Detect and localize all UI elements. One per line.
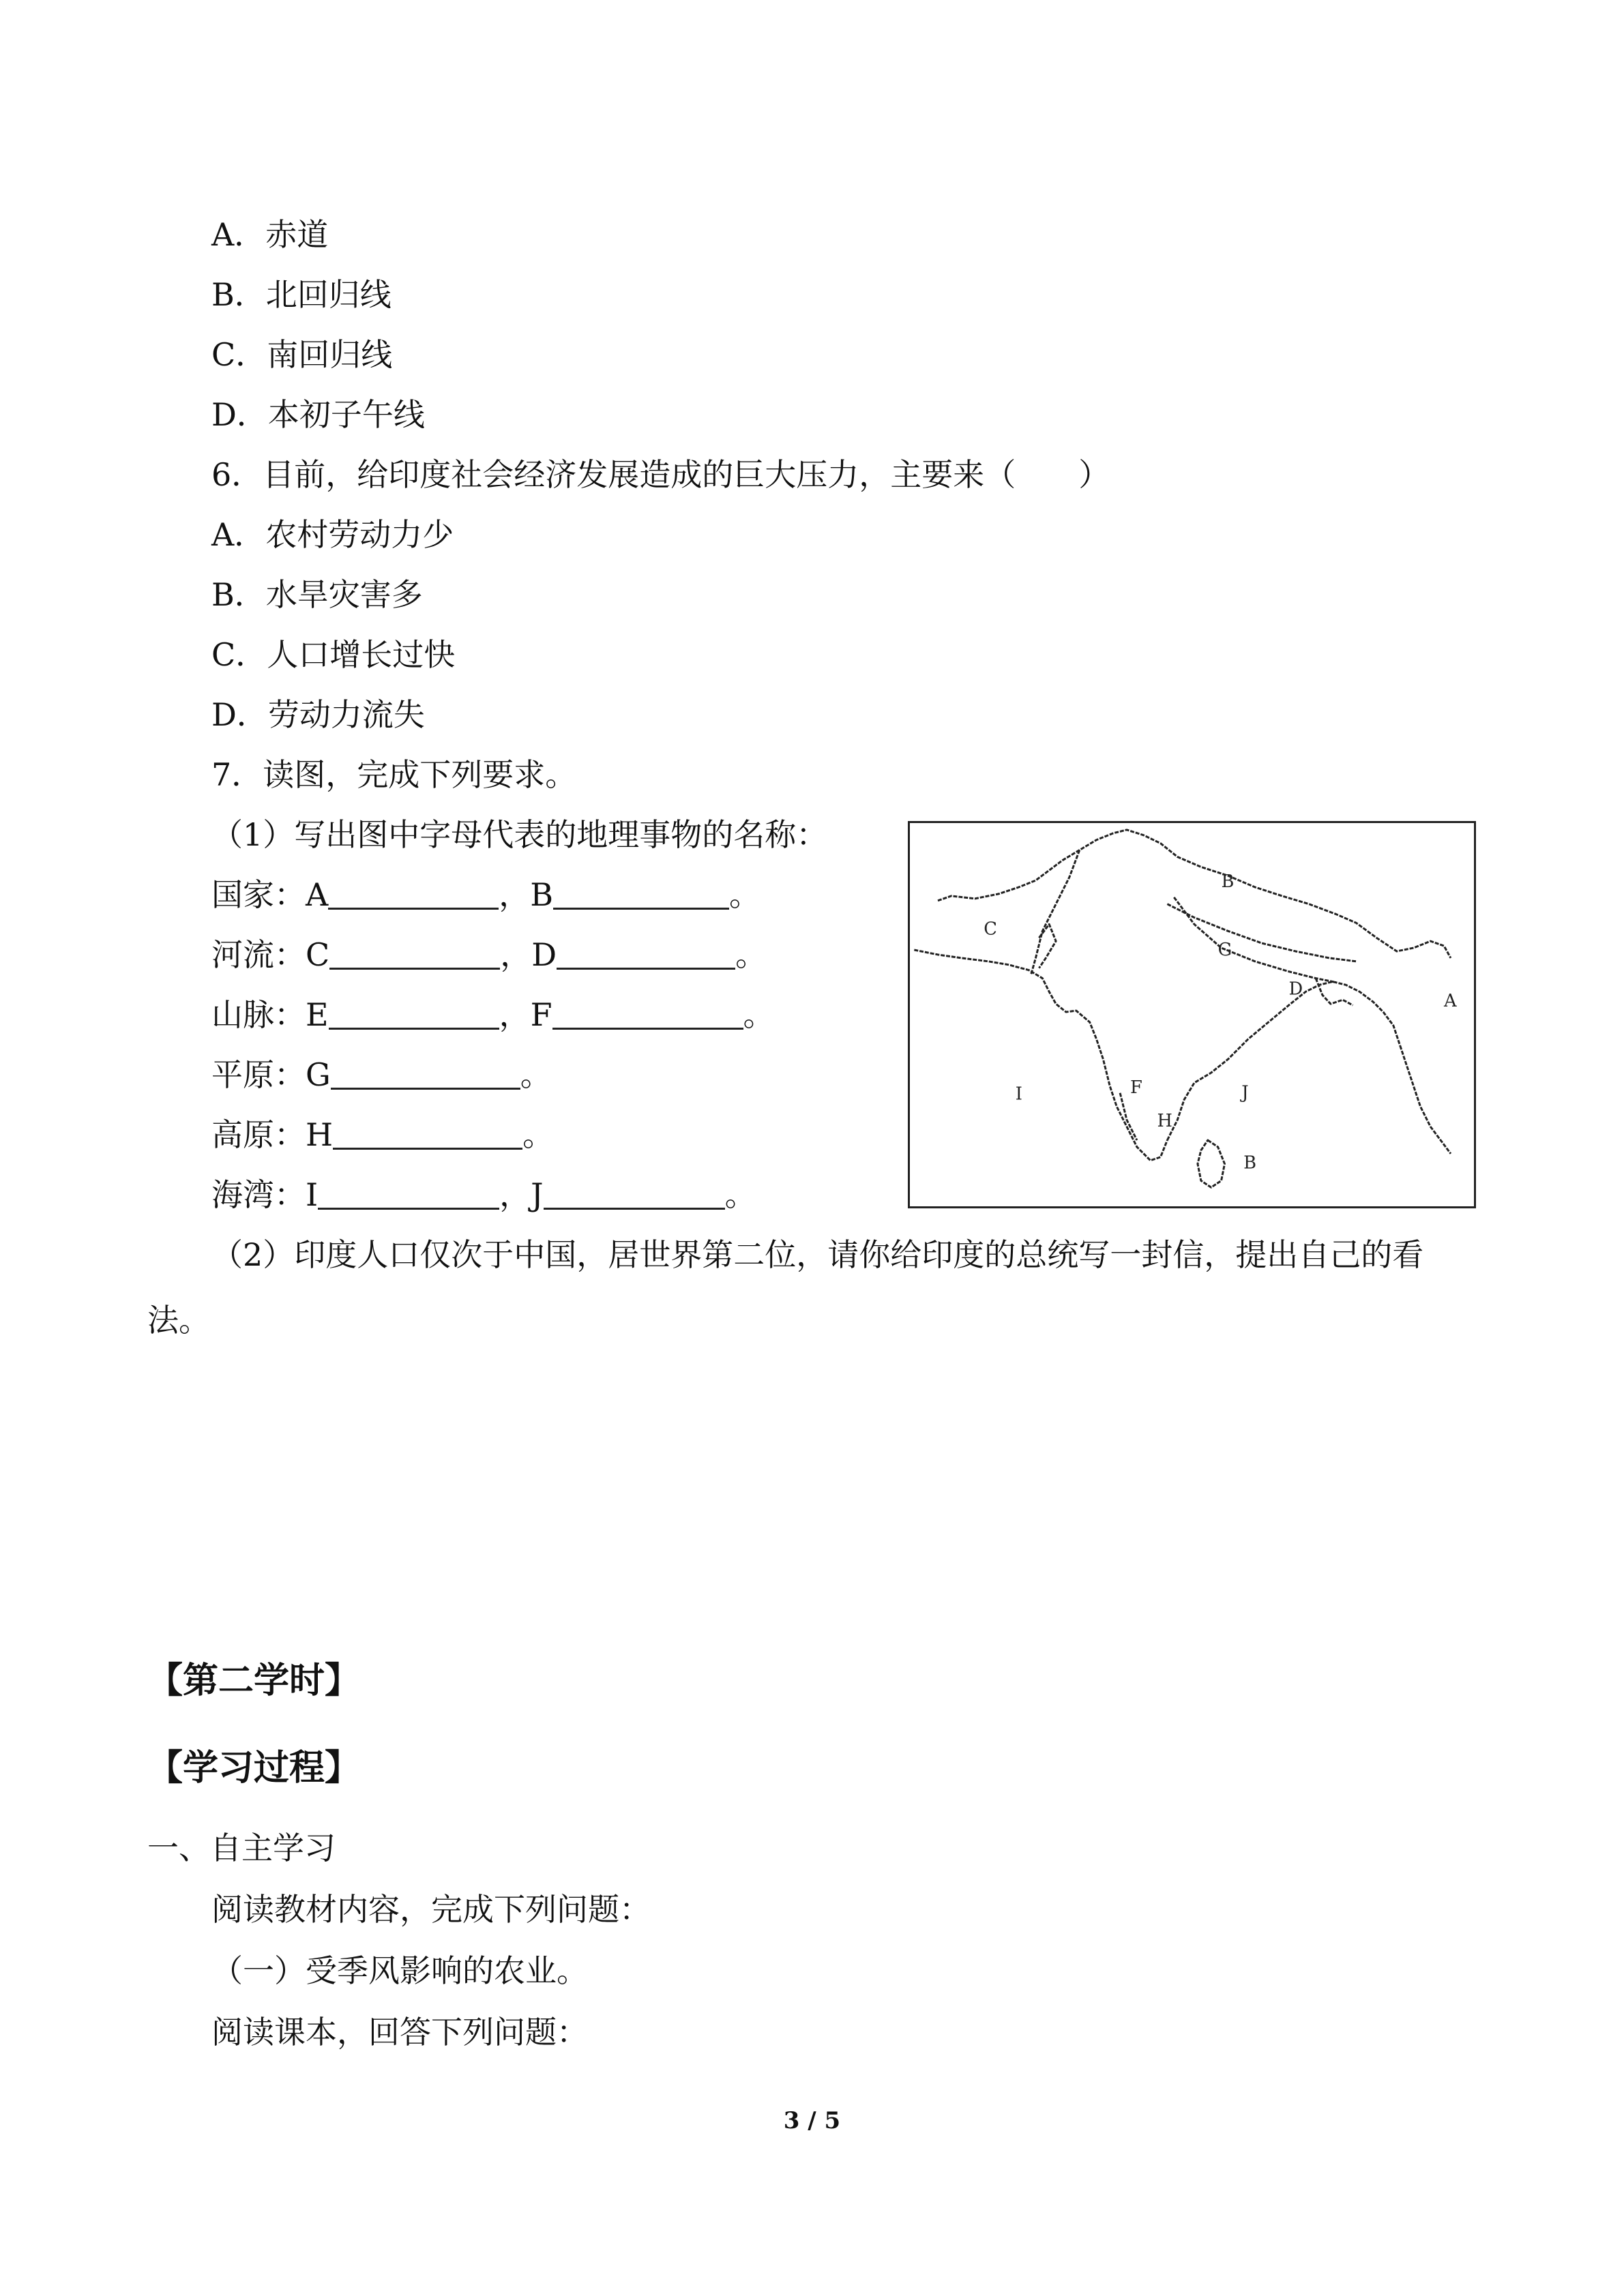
q7-part2-line1: （2）印度人口仅次于中国，居世界第二位，请你给印度的总统写一封信，提出自己的看: [211, 1236, 1424, 1273]
section-title-learning-process: 【学习过程】: [147, 1748, 361, 1789]
map-label-b-south: B: [1243, 1152, 1257, 1174]
map-label-a: A: [1444, 991, 1457, 1012]
q6-option-d: D．劳动力流失: [211, 696, 425, 733]
row-label: 河流：: [211, 936, 306, 973]
map-label-c: C: [984, 919, 997, 940]
q7-part2-line2: 法。: [147, 1302, 210, 1339]
map-letters: [984, 871, 1457, 1174]
q5-option-a: A．赤道: [211, 216, 329, 253]
fill-row-mountains: 山脉：E ，F 。: [211, 996, 775, 1033]
answer-blank-j[interactable]: [544, 1176, 725, 1210]
q5-option-b: B．北回归线: [211, 276, 392, 313]
answer-blank-e[interactable]: [329, 996, 499, 1030]
instruction-answer-questions: 阅读课本，回答下列问题：: [211, 2014, 588, 2051]
row-label: 平原：: [211, 1056, 306, 1093]
topic-monsoon-agriculture: （一）受季风影响的农业。: [211, 1952, 588, 1989]
map-label-f: F: [1130, 1077, 1142, 1098]
fill-row-bays: 海湾：I ，J 。: [211, 1176, 756, 1213]
subsection-self-study: 一、自主学习: [147, 1830, 336, 1866]
map-label-j: J: [1241, 1082, 1249, 1103]
row-label: 山脉：: [211, 996, 306, 1033]
q7-part1: （1）写出图中字母代表的地理事物的名称：: [211, 816, 828, 853]
map-svg: [910, 823, 1474, 1206]
answer-blank-h[interactable]: [333, 1116, 522, 1150]
map-label-b-north: B: [1221, 871, 1235, 892]
q5-option-d: D．本初子午线: [211, 396, 425, 433]
map-label-h: H: [1157, 1111, 1172, 1132]
q5-option-c: C．南回归线: [211, 336, 393, 373]
answer-blank-b[interactable]: [553, 876, 729, 910]
answer-blank-i[interactable]: [318, 1176, 499, 1210]
q6-option-b: B．水旱灾害多: [211, 576, 423, 613]
fill-row-plain: 平原：G 。: [211, 1056, 552, 1093]
row-label: 高原：: [211, 1116, 306, 1153]
page-number: 3 / 5: [783, 2107, 841, 2134]
map-label-g: G: [1217, 939, 1232, 960]
answer-blank-a[interactable]: [328, 876, 499, 910]
q6-option-a: A．农村劳动力少: [211, 516, 454, 553]
south-asia-map: [908, 821, 1476, 1208]
fill-row-plateau: 高原：H 。: [211, 1116, 555, 1153]
row-label: 国家：: [211, 876, 306, 913]
answer-blank-f[interactable]: [552, 996, 743, 1030]
map-label-i: I: [1015, 1084, 1022, 1105]
fill-row-rivers: 河流：C ，D 。: [211, 936, 767, 973]
q6-option-c: C．人口增长过快: [211, 636, 456, 673]
section-title-second-period: 【第二学时】: [147, 1660, 361, 1701]
answer-blank-c[interactable]: [329, 936, 500, 970]
instruction-read-textbook: 阅读教材内容，完成下列问题：: [211, 1891, 651, 1928]
answer-blank-d[interactable]: [557, 936, 735, 970]
row-label: 海湾：: [211, 1176, 306, 1213]
q7-stem: 7．读图，完成下列要求。: [211, 756, 577, 793]
map-label-d: D: [1288, 979, 1303, 1000]
fill-row-countries: 国家：A ，B 。: [211, 876, 761, 913]
q6-stem: 6．目前，给印度社会经济发展造成的巨大压力，主要来（ ）: [211, 456, 1110, 493]
answer-blank-g[interactable]: [331, 1056, 520, 1090]
